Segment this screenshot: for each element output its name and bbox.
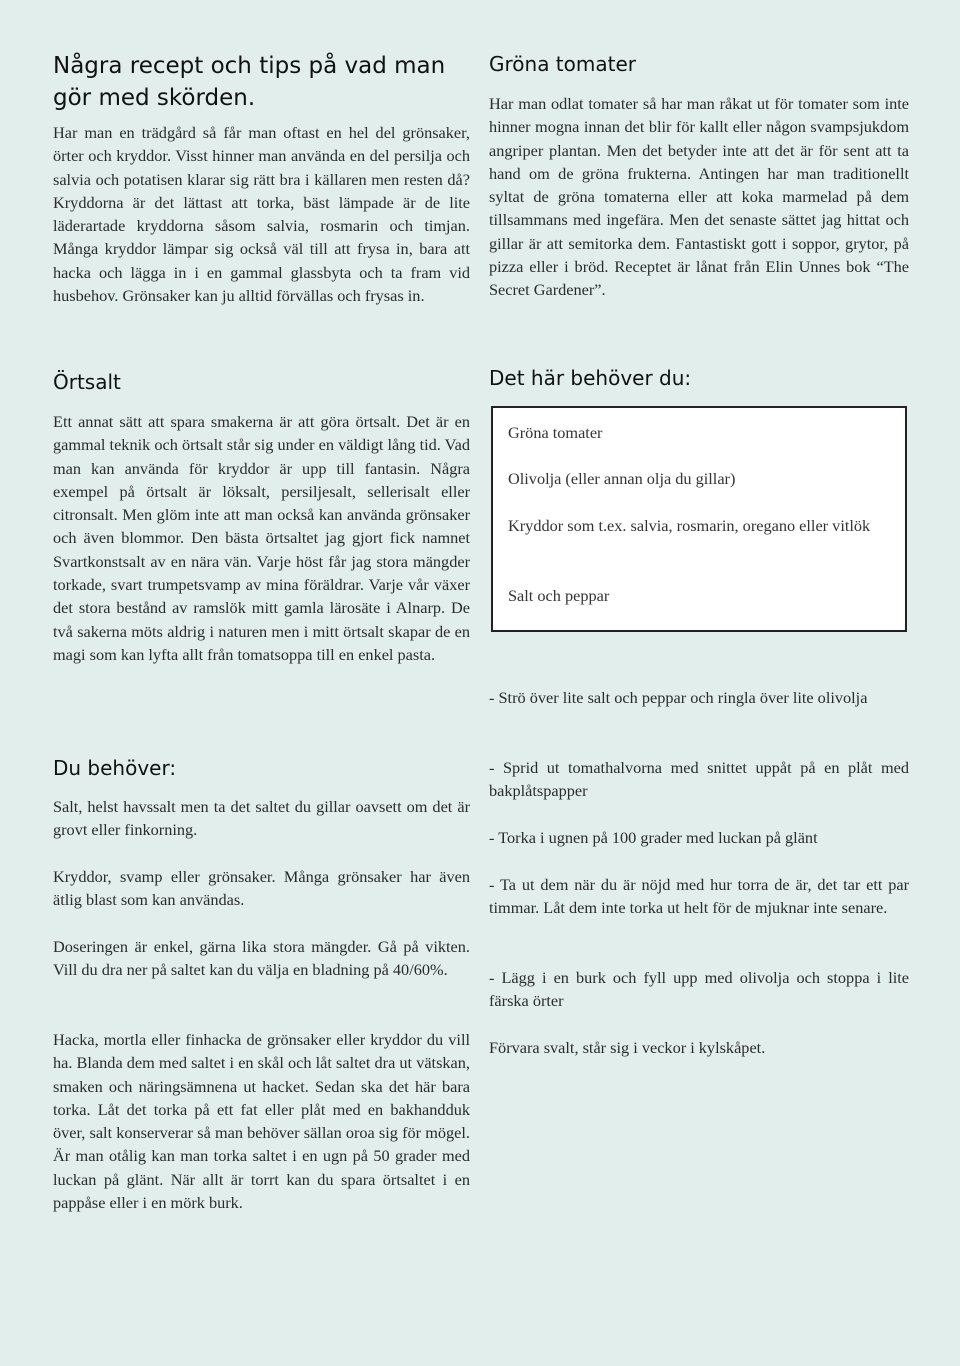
du-behover-heading: Du behöver: [53, 756, 177, 780]
ingredient-item: Gröna tomater [508, 423, 603, 442]
step-item: - Strö över lite salt och peppar och ringla över lite olivolja [489, 688, 868, 707]
ortsalt-paragraph: Ett annat sätt att spara smakerna är att göra örtsalt. Det är en gammal teknik och örtsalt står sig under en väldigt lång tid. Vad man kan använda för kryddor är upp till fantasin. Några exempel på örtsalt är löksalt, persiljesalt, sellerisalt eller citronsalt. Men glöm inte att man också kan använda grönsaker och även blommor. Den bästa örtsaltet jag gjort fick namnet Svartkonstsalt av en nära vän. Varje höst får jag stora mängder torkade, svart trumpetsvamp av mina föräldrar. Varje vår växer det stora bestånd av ramslök mitt gamla lärosäte i Alnarp. De två sakerna möts aldrig i naturen men i mitt örtsalt skapar de en magi som kan lyfta allt från tomatsoppa till en enkel pasta. [53, 412, 470, 664]
ingredient-item: Kryddor som t.ex. salvia, rosmarin, oregano eller vitlök [508, 516, 871, 535]
step-item: - Sprid ut tomathalvorna med snittet uppåt på en plåt med bakplåtspapper [489, 758, 909, 801]
ingredient-item: Salt och peppar [508, 586, 610, 605]
du-behover-dosering: Doseringen är enkel, gärna lika stora mängder. Gå på vikten. Vill du dra ner på saltet kan du välja en bladning på 40/60%. [53, 937, 470, 980]
storage-note: Förvara svalt, står sig i veckor i kylskåpet. [489, 1038, 766, 1057]
grona-tomater-heading: Gröna tomater [489, 52, 636, 76]
du-behover-kryddor: Kryddor, svamp eller grönsaker. Många grönsaker har även ätlig blast som kan användas. [53, 867, 470, 910]
det-har-behover-du-heading: Det här behöver du: [489, 366, 692, 390]
ingredients-box [491, 406, 907, 632]
step-item: - Lägg i en burk och fyll upp med olivolja och stoppa i lite färska örter [489, 968, 909, 1011]
ortsalt-heading: Örtsalt [53, 370, 121, 394]
intro-paragraph: Har man en trädgård så får man oftast en hel del grönsaker, örter och kryddor. Visst hinner man använda en del persilja och salvia och potatisen klarar sig rätt bra i källaren men resten då? Kryddorna är det lättast att torka, bäst lämpade är de lite läderartade kryddorna såsom salvia, rosmarin och timjan. Många kryddor lämpar sig också väl till att frysa in, bara att hacka och lägga in i en gammal glassbyta och ta fram vid husbehov. Grönsaker kan ju alltid förvällas och frysas in. [53, 123, 470, 306]
du-behover-instructions: Hacka, mortla eller finhacka de grönsaker eller kryddor du vill ha. Blanda dem med saltet i en skål och låt saltet dra ut vätskan, smaken och näringsämnena ut hacket. Sedan ska det här bara torka. Låt det torka på ett fat eller plåt med en bakhandduk över, salt konserverar så man behöver sällan oroa sig för mögel. Är man otålig kan man torka saltet i en ugn på 50 grader med luckan på glänt. När allt är torrt kan du spara örtsaltet i en pappåse eller i en mörk burk. [53, 1030, 470, 1213]
grona-tomater-intro: Har man odlat tomater så har man råkat ut för tomater som inte hinner mogna innan det blir för kallt eller någon svampsjukdom angriper plantan. Men det betyder inte att det är för sent att ta hand om de gröna frukterna. Antingen har man traditionellt syltat de gröna tomaterna eller att koka marmelad på dem tillsammans med ingefära. Men det senaste sättet jag hittat och gillar är att semitorka dem. Fantastiskt gott i soppor, grytor, på pizza eller i bröd. Receptet är lånat från Elin Unnes bok “The Secret Gardener”. [489, 94, 909, 300]
ingredient-item: Olivolja (eller annan olja du gillar) [508, 469, 736, 488]
step-item: - Ta ut dem när du är nöjd med hur torra de är, det tar ett par timmar. Låt dem inte torka ut helt för de mjuknar inte senare. [489, 875, 909, 918]
du-behover-salt: Salt, helst havssalt men ta det saltet du gillar oavsett om det är grovt eller finkorning. [53, 797, 470, 840]
page-title: Några recept och tips på vad man gör med skörden. [53, 53, 446, 111]
step-item: - Torka i ugnen på 100 grader med luckan på glänt [489, 828, 818, 847]
